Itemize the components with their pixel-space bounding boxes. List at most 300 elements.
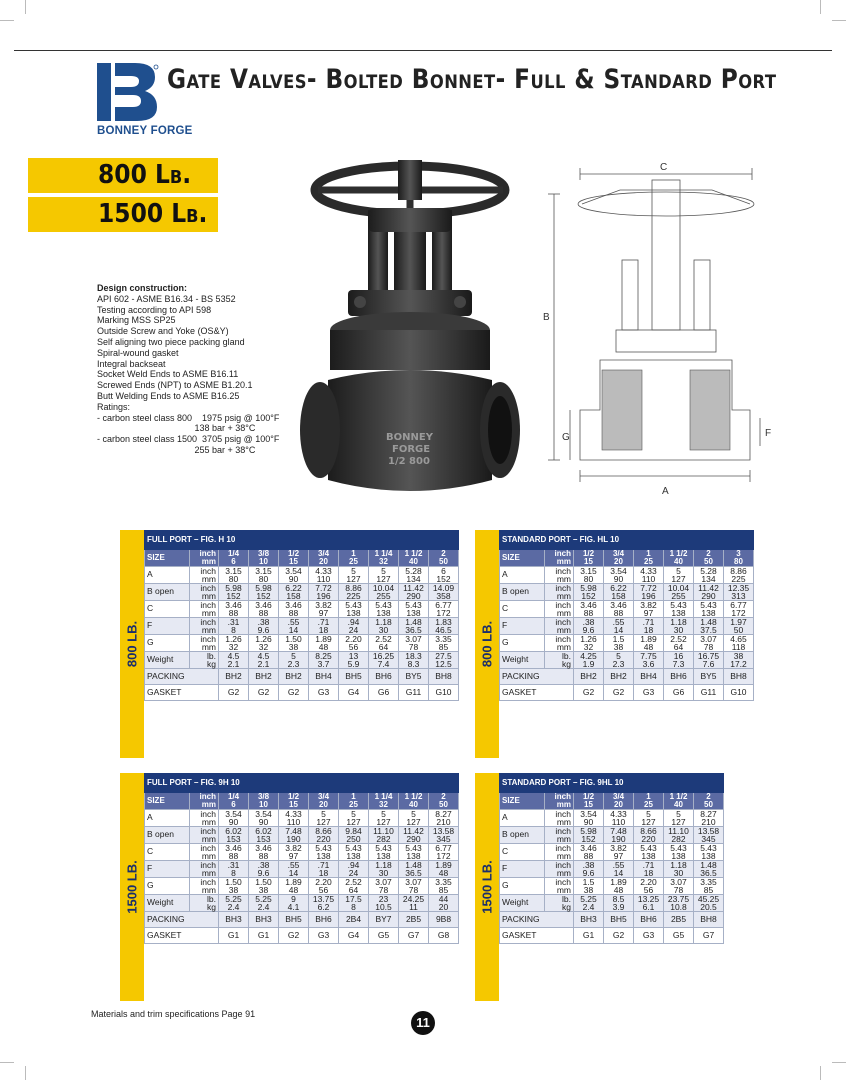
cell-value: 1 1/4 [374,549,393,558]
crop-mark [25,1066,26,1080]
cell-value: 1.5 [582,877,595,887]
cell-value: 5.43 [315,843,332,853]
cell-value: 37.5 [700,625,717,635]
cell-value: mm [201,834,216,844]
cell-value: 190 [286,834,301,844]
cell-value: 78 [408,885,419,895]
table-cell [249,895,279,912]
cell-value: 14 [288,868,299,878]
cell-value: 17.2 [730,659,747,669]
table-standard-port-800 [475,530,759,758]
table-cell [279,844,309,861]
table-cell [279,601,309,618]
table-cell [634,827,664,844]
crop-mark [832,1062,846,1063]
cell-value: .71 [642,617,655,627]
cell-value: 6.1 [642,902,655,912]
table-cell [574,827,604,844]
table-cell [634,844,664,861]
cell-value: 2 [706,549,711,558]
table-cell [309,652,339,669]
table-cell: BH5 [279,912,309,928]
cell-value: 23.75 [667,894,690,904]
table-cell: BH8 [724,669,754,685]
cell-value: 4.5 [257,651,270,661]
cell-value: 88 [583,851,594,861]
table-cell [574,584,604,601]
cell-value: inch [200,877,216,887]
cell-value: 36.5 [405,868,422,878]
table-cell [399,601,429,618]
table-cell [724,601,754,618]
cell-value: 78 [408,642,419,652]
cell-value: 97 [613,851,624,861]
cell-value: 5.98 [255,583,272,593]
gate-valve-photo [298,150,523,520]
cell-value: inch [200,566,216,576]
cell-value: 88 [228,608,239,618]
table-cell [604,601,634,618]
row-units [545,810,574,827]
cell-value: 138 [376,851,391,861]
table-cell [309,895,339,912]
table-cell [634,878,664,895]
table-cell: 2B4 [339,912,369,928]
row-label: G [500,878,545,895]
table-cell [604,895,634,912]
cell-value: 5.25 [580,894,597,904]
cell-value: 3.9 [612,902,625,912]
cell-value: .38 [582,617,595,627]
table-standard-port-1500 [475,773,729,1001]
table-cell [219,567,249,584]
cell-value: 210 [701,817,716,827]
cell-value: 5.43 [700,600,717,610]
table-cell [634,635,664,652]
size-cell [724,550,754,567]
cell-value: 78 [673,885,684,895]
cell-value: .71 [642,860,655,870]
design-line: - carbon steel class 800 1975 psig @ 100°F [97,412,280,423]
row-label: C [145,844,190,861]
size-units [190,550,219,567]
cell-value: 4.33 [640,566,657,576]
cell-value: 4.33 [285,809,302,819]
cell-value: 5.43 [670,843,687,853]
table-row [145,861,459,878]
cell-value: 5.43 [700,843,717,853]
row-units [545,878,574,895]
cell-value: 48 [643,642,654,652]
size-cell [604,550,634,567]
table-cell: G3 [309,685,339,701]
table-cell: 2B5 [664,912,694,928]
cell-value: 30 [673,868,684,878]
table-cell: 2B5 [399,912,429,928]
table-row [145,584,459,601]
table-cell [429,878,459,895]
cell-value: 25 [349,557,358,566]
row-units [545,844,574,861]
cell-value: 3.15 [580,566,597,576]
design-line: Outside Screw and Yoke (OS&Y) [97,326,229,337]
row-label: F [500,618,545,635]
table-cell [369,584,399,601]
row-units [190,618,219,635]
pressure-class-band [475,530,499,758]
cell-value: inch [199,792,216,801]
size-label: SIZE [500,550,545,567]
table-title: STANDARD PORT – FIG. 9HL 10 [500,774,724,793]
table-cell [634,810,664,827]
cell-value: 127 [346,817,361,827]
cell-value: 2.52 [345,877,362,887]
table-row [500,861,724,878]
table-cell [604,810,634,827]
table-cell [339,827,369,844]
cell-value: 23 [378,894,389,904]
table-row [145,844,459,861]
row-label: B open [145,827,190,844]
cell-value: 6.22 [610,583,627,593]
table-cell [429,584,459,601]
table-row [500,584,754,601]
cell-value: 1.89 [315,634,332,644]
table-cell [604,618,634,635]
cell-value: 2 [441,792,446,801]
table-cell [219,844,249,861]
cell-value: 97 [643,608,654,618]
cell-value: 110 [611,817,626,827]
cell-value: inch [555,843,571,853]
table-row [145,895,459,912]
cell-value: 8.25 [315,651,332,661]
size-cell [339,550,369,567]
cell-value: 4.33 [610,809,627,819]
cell-value: 127 [316,817,331,827]
cell-value: 1.50 [255,877,272,887]
row-label: F [145,618,190,635]
cell-value: 88 [258,608,269,618]
table-cell: BH8 [694,912,724,928]
cell-value: 2.1 [257,659,270,669]
cell-value: 1/2 [287,792,300,801]
cell-value: 32 [583,642,594,652]
cell-value: 3.54 [285,566,302,576]
cell-value: 2.3 [612,659,625,669]
table-row-packing [500,669,754,685]
cell-value: 25 [644,557,653,566]
cell-value: 18.3 [405,651,422,661]
row-label: GASKET [500,685,574,701]
cell-value: inch [199,549,216,558]
cell-value: 9 [291,894,296,904]
cell-value: 1.18 [670,617,687,627]
cell-value: 11.10 [668,826,689,836]
dim-label-g: G [562,432,570,443]
cell-value: mm [556,591,571,601]
table-cell [574,618,604,635]
brand-name: BONNEY FORGE [97,125,193,137]
table-cell [429,601,459,618]
cell-value: 3.07 [375,877,392,887]
cell-value: mm [556,834,571,844]
pressure-class-label: 1500 LB. [479,860,495,914]
cell-value: 225 [346,591,361,601]
size-cell [399,793,429,810]
cell-value: 2.4 [582,902,595,912]
table-cell [634,601,664,618]
cell-value: 45.25 [697,894,720,904]
table-cell: BH2 [219,669,249,685]
cell-value: 5.98 [580,826,597,836]
table-title: FULL PORT – FIG. H 10 [145,531,459,550]
row-label: PACKING [145,912,219,928]
cell-value: 5.25 [255,894,272,904]
size-cell [369,550,399,567]
cell-value: 90 [583,817,594,827]
table-cell: BY5 [399,669,429,685]
cell-value: 250 [346,834,361,844]
design-line: Self aligning two piece packing gland [97,336,245,347]
cell-value: 4.33 [315,566,332,576]
row-units [190,635,219,652]
cell-value: 88 [288,608,299,618]
cell-value: 20 [614,800,623,809]
table-header-row [500,531,754,550]
cell-value: 127 [406,817,421,827]
cell-value: 12.5 [435,659,452,669]
table-row-packing [500,912,724,928]
cell-value: 7.48 [610,826,627,836]
cell-value: 80 [734,557,743,566]
table-cell [694,878,724,895]
pressure-class-label: 800 LB. [479,620,495,668]
table-header-row [500,774,724,793]
cell-value: mm [556,642,571,652]
cell-value: 48 [438,868,449,878]
cell-value: inch [554,549,571,558]
table-row [500,567,754,584]
cell-value: 5 [291,651,296,661]
cell-value: 1 1/2 [404,792,423,801]
cell-value: 134 [701,574,716,584]
cell-value: 3.82 [285,843,302,853]
cell-value: 196 [316,591,331,601]
table-cell: G5 [369,928,399,944]
table-cell [399,861,429,878]
cell-value: .38 [257,860,270,870]
table-cell [279,878,309,895]
table-cell [574,810,604,827]
cell-value: 97 [318,608,329,618]
table-cell [604,827,634,844]
cell-value: 8.27 [700,809,717,819]
table-cell [574,567,604,584]
cell-value: 3.82 [610,843,627,853]
table-cell: G8 [429,928,459,944]
cell-value: 36.5 [700,868,717,878]
table-cell [694,810,724,827]
dimension-table [144,530,459,701]
cell-value: 138 [641,851,656,861]
table-header-row [145,531,459,550]
cell-value: 153 [226,834,241,844]
cell-value: 3.46 [255,843,272,853]
cell-value: 5 [351,566,356,576]
table-cell [369,878,399,895]
cell-value: 138 [671,851,686,861]
table-cell [339,635,369,652]
size-label: SIZE [500,793,545,810]
row-label: B open [500,584,545,601]
table-row [500,827,724,844]
table-cell [399,878,429,895]
design-line: Spiral-wound gasket [97,347,179,358]
row-units [545,861,574,878]
cell-value: inch [554,792,571,801]
table-cell [309,878,339,895]
cell-value: 4.1 [287,902,300,912]
row-units [190,878,219,895]
table-header-row [145,774,459,793]
cell-value: 36.5 [405,625,422,635]
table-cell [574,635,604,652]
cell-value: kg [562,659,571,669]
cell-value: 138 [406,608,421,618]
table-cell: G4 [339,685,369,701]
cell-value: 3.82 [640,600,657,610]
table-cell [279,635,309,652]
cell-value: 8.66 [315,826,332,836]
table-cell [249,878,279,895]
table-cell [279,861,309,878]
table-cell [399,895,429,912]
cell-value: 3.15 [225,566,242,576]
cell-value: 110 [316,574,331,584]
design-line: API 602 - ASME B16.34 - BS 5352 [97,293,236,304]
cell-value: mm [201,885,216,895]
cell-value: 2.20 [345,634,362,644]
table-cell: BH2 [604,669,634,685]
cell-value: 9.6 [257,868,270,878]
table-cell [634,618,664,635]
row-label: PACKING [500,669,574,685]
cell-value: 50 [439,557,448,566]
cell-value: 1.9 [582,659,595,669]
cell-value: 6.02 [225,826,242,836]
cell-value: .71 [317,860,330,870]
cell-value: 282 [376,834,391,844]
design-line: Testing according to API 598 [97,304,212,315]
table-cell: G6 [664,685,694,701]
cell-value: 15 [584,800,593,809]
table-row [145,567,459,584]
table-title: FULL PORT – FIG. 9H 10 [145,774,459,793]
table-cell: G10 [429,685,459,701]
cell-value: 80 [583,574,594,584]
cell-value: 9.6 [582,868,595,878]
cell-value: 7.75 [640,651,657,661]
cell-value: 13.58 [432,826,455,836]
pressure-class-band [120,530,144,758]
table-cell: G2 [279,928,309,944]
table-cell: G2 [279,685,309,701]
cell-value: 11 [409,902,418,912]
size-row [500,550,754,567]
cell-value: 32 [228,642,239,652]
size-cell [664,793,694,810]
table-cell [309,861,339,878]
cell-value: 38 [583,885,594,895]
row-label: G [145,635,190,652]
table-cell [634,584,664,601]
table-cell [399,635,429,652]
cell-value: 138 [346,608,361,618]
table-cell [249,567,279,584]
cell-value: .55 [612,617,625,627]
table-cell: BH3 [249,912,279,928]
dimension-table [499,530,754,701]
table-cell [664,810,694,827]
cell-value: 50 [439,800,448,809]
table-cell: G3 [634,685,664,701]
cell-value: 5 [351,809,356,819]
class-band-1500 [28,197,218,232]
table-row [500,895,724,912]
table-row-packing [145,669,459,685]
table-cell [694,618,724,635]
cell-value: 32 [379,557,388,566]
dimension-table [499,773,724,944]
cell-value: 3/4 [317,792,330,801]
table-cell [399,618,429,635]
cell-value: 282 [671,834,686,844]
table-row-gasket [145,685,459,701]
cell-value: mm [556,625,571,635]
cell-value: 5 [646,809,651,819]
pressure-class-band [475,773,499,1001]
table-cell [664,878,694,895]
cell-value: 3/4 [317,549,330,558]
cell-value: 16.25 [372,651,395,661]
cell-value: 1.50 [225,877,242,887]
cell-value: 8 [231,868,236,878]
cell-value: 3.46 [255,600,272,610]
cell-value: 20 [438,902,449,912]
design-heading: Design construction: [97,283,188,293]
size-cell [694,793,724,810]
table-cell [369,861,399,878]
table-cell [369,601,399,618]
table-cell [369,635,399,652]
cell-value: 90 [288,574,299,584]
cell-value: mm [201,817,216,827]
cell-value: 5.43 [670,600,687,610]
table-cell [429,895,459,912]
row-label: F [145,861,190,878]
cell-value: 18 [318,868,329,878]
row-label: C [500,601,545,618]
design-line: 138 bar + 38°C [97,423,256,434]
row-label: C [145,601,190,618]
cell-value: 10.8 [670,902,687,912]
table-cell [369,810,399,827]
cell-value: 152 [226,591,241,601]
cell-value: 40 [674,800,683,809]
table-row-gasket [145,928,459,944]
table-cell [694,635,724,652]
